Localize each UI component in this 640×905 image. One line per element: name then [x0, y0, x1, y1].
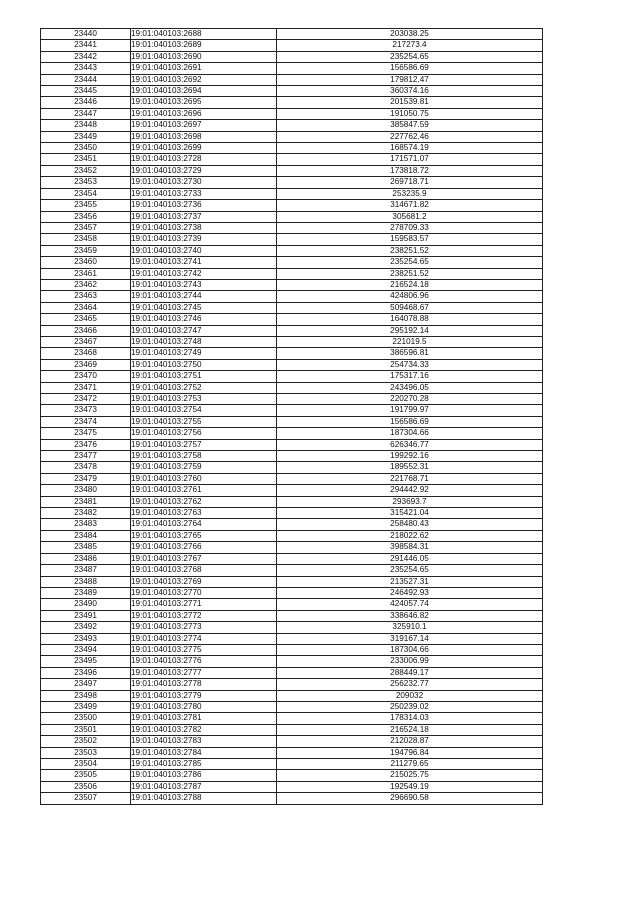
cadastral-number-cell: 19:01:040103:2781: [131, 713, 277, 724]
row-number-cell: 23493: [41, 633, 131, 644]
row-number-cell: 23451: [41, 154, 131, 165]
cadastral-number-cell: 19:01:040103:2766: [131, 542, 277, 553]
table-row: [41, 496, 543, 507]
row-number-cell: 23476: [41, 439, 131, 450]
row-number-cell: 23487: [41, 565, 131, 576]
cadastral-number-cell: 19:01:040103:2757: [131, 439, 277, 450]
table-row: [41, 759, 543, 770]
cadastral-value-cell: 295192.14: [277, 325, 543, 336]
cadastral-number-cell: 19:01:040103:2761: [131, 485, 277, 496]
cadastral-value-cell: 191799.97: [277, 405, 543, 416]
row-number-cell: 23479: [41, 473, 131, 484]
cadastral-number-cell: 19:01:040103:2688: [131, 29, 277, 40]
cadastral-number-cell: 19:01:040103:2773: [131, 622, 277, 633]
cadastral-value-cell: 314671.82: [277, 200, 543, 211]
cadastral-value-cell: 211279.65: [277, 759, 543, 770]
cadastral-number-cell: 19:01:040103:2767: [131, 553, 277, 564]
row-number-cell: 23456: [41, 211, 131, 222]
table-row: [41, 633, 543, 644]
row-number-cell: 23443: [41, 63, 131, 74]
cadastral-value-cell: 220270.28: [277, 394, 543, 405]
cadastral-value-cell: 258480.43: [277, 519, 543, 530]
row-number-cell: 23470: [41, 371, 131, 382]
cadastral-number-cell: 19:01:040103:2699: [131, 143, 277, 154]
cadastral-value-cell: 209032: [277, 690, 543, 701]
cadastral-number-cell: 19:01:040103:2695: [131, 97, 277, 108]
table-row: [41, 553, 543, 564]
cadastral-number-cell: 19:01:040103:2736: [131, 200, 277, 211]
row-number-cell: 23474: [41, 416, 131, 427]
cadastral-value-cell: 278709.33: [277, 222, 543, 233]
row-number-cell: 23450: [41, 143, 131, 154]
cadastral-value-cell: 291446.05: [277, 553, 543, 564]
row-number-cell: 23485: [41, 542, 131, 553]
cadastral-number-cell: 19:01:040103:2784: [131, 747, 277, 758]
cadastral-value-cell: 215025.75: [277, 770, 543, 781]
row-number-cell: 23506: [41, 781, 131, 792]
row-number-cell: 23458: [41, 234, 131, 245]
cadastral-number-cell: 19:01:040103:2690: [131, 51, 277, 62]
table-row: [41, 599, 543, 610]
table-row: [41, 108, 543, 119]
table-row: [41, 371, 543, 382]
table-row: [41, 587, 543, 598]
table-row: [41, 325, 543, 336]
cadastral-value-cell: 424806.96: [277, 291, 543, 302]
table-row: [41, 542, 543, 553]
row-number-cell: 23460: [41, 257, 131, 268]
table-row: [41, 74, 543, 85]
cadastral-number-cell: 19:01:040103:2751: [131, 371, 277, 382]
cadastral-value-cell: 171571.07: [277, 154, 543, 165]
row-number-cell: 23488: [41, 576, 131, 587]
cadastral-number-cell: 19:01:040103:2763: [131, 508, 277, 519]
table-row: [41, 97, 543, 108]
row-number-cell: 23496: [41, 667, 131, 678]
cadastral-number-cell: 19:01:040103:2737: [131, 211, 277, 222]
table-row: [41, 451, 543, 462]
cadastral-number-cell: 19:01:040103:2747: [131, 325, 277, 336]
row-number-cell: 23492: [41, 622, 131, 633]
table-row: [41, 177, 543, 188]
cadastral-value-cell: 187304.66: [277, 644, 543, 655]
table-row: [41, 268, 543, 279]
cadastral-number-cell: 19:01:040103:2762: [131, 496, 277, 507]
table-row: [41, 120, 543, 131]
cadastral-number-cell: 19:01:040103:2744: [131, 291, 277, 302]
table-row: [41, 63, 543, 74]
row-number-cell: 23505: [41, 770, 131, 781]
table-row: [41, 314, 543, 325]
cadastral-number-cell: 19:01:040103:2775: [131, 644, 277, 655]
cadastral-number-cell: 19:01:040103:2776: [131, 656, 277, 667]
cadastral-number-cell: 19:01:040103:2770: [131, 587, 277, 598]
row-number-cell: 23468: [41, 348, 131, 359]
cadastral-number-cell: 19:01:040103:2728: [131, 154, 277, 165]
cadastral-number-cell: 19:01:040103:2697: [131, 120, 277, 131]
table-row: [41, 257, 543, 268]
cadastral-number-cell: 19:01:040103:2739: [131, 234, 277, 245]
cadastral-number-cell: 19:01:040103:2760: [131, 473, 277, 484]
table-row: [41, 781, 543, 792]
row-number-cell: 23504: [41, 759, 131, 770]
cadastral-number-cell: 19:01:040103:2742: [131, 268, 277, 279]
row-number-cell: 23457: [41, 222, 131, 233]
table-row: [41, 747, 543, 758]
cadastral-number-cell: 19:01:040103:2765: [131, 530, 277, 541]
table-row: [41, 690, 543, 701]
row-number-cell: 23481: [41, 496, 131, 507]
table-row: [41, 302, 543, 313]
cadastral-value-cell: 178314.03: [277, 713, 543, 724]
cadastral-value-table: [40, 28, 543, 805]
row-number-cell: 23445: [41, 86, 131, 97]
cadastral-value-cell: 269718.71: [277, 177, 543, 188]
cadastral-value-cell: 191050.75: [277, 108, 543, 119]
table-row: [41, 462, 543, 473]
table-row: [41, 565, 543, 576]
table-row: [41, 679, 543, 690]
cadastral-number-cell: 19:01:040103:2745: [131, 302, 277, 313]
row-number-cell: 23449: [41, 131, 131, 142]
cadastral-number-cell: 19:01:040103:2740: [131, 245, 277, 256]
cadastral-number-cell: 19:01:040103:2787: [131, 781, 277, 792]
cadastral-value-cell: 233006.99: [277, 656, 543, 667]
cadastral-number-cell: 19:01:040103:2733: [131, 188, 277, 199]
row-number-cell: 23484: [41, 530, 131, 541]
table-row: [41, 713, 543, 724]
table-row: [41, 291, 543, 302]
cadastral-value-cell: 218022.62: [277, 530, 543, 541]
cadastral-value-cell: 194796.84: [277, 747, 543, 758]
cadastral-number-cell: 19:01:040103:2778: [131, 679, 277, 690]
row-number-cell: 23500: [41, 713, 131, 724]
cadastral-number-cell: 19:01:040103:2772: [131, 610, 277, 621]
table-row: [41, 622, 543, 633]
cadastral-value-cell: 159583.57: [277, 234, 543, 245]
cadastral-number-cell: 19:01:040103:2743: [131, 279, 277, 290]
row-number-cell: 23448: [41, 120, 131, 131]
cadastral-value-cell: 386596.81: [277, 348, 543, 359]
table-body: [41, 29, 543, 805]
row-number-cell: 23489: [41, 587, 131, 598]
cadastral-number-cell: 19:01:040103:2694: [131, 86, 277, 97]
row-number-cell: 23499: [41, 701, 131, 712]
table-row: [41, 519, 543, 530]
row-number-cell: 23478: [41, 462, 131, 473]
cadastral-value-cell: 235254.65: [277, 51, 543, 62]
cadastral-value-cell: 173818.72: [277, 165, 543, 176]
row-number-cell: 23497: [41, 679, 131, 690]
cadastral-value-cell: 217273.4: [277, 40, 543, 51]
cadastral-number-cell: 19:01:040103:2774: [131, 633, 277, 644]
cadastral-number-cell: 19:01:040103:2783: [131, 736, 277, 747]
row-number-cell: 23482: [41, 508, 131, 519]
table-row: [41, 200, 543, 211]
table-row: [41, 473, 543, 484]
cadastral-value-cell: 212028.87: [277, 736, 543, 747]
row-number-cell: 23446: [41, 97, 131, 108]
row-number-cell: 23477: [41, 451, 131, 462]
cadastral-value-cell: 360374.16: [277, 86, 543, 97]
table-row: [41, 701, 543, 712]
table-row: [41, 428, 543, 439]
cadastral-number-cell: 19:01:040103:2730: [131, 177, 277, 188]
cadastral-number-cell: 19:01:040103:2786: [131, 770, 277, 781]
table-row: [41, 770, 543, 781]
cadastral-value-cell: 189552.31: [277, 462, 543, 473]
cadastral-number-cell: 19:01:040103:2691: [131, 63, 277, 74]
row-number-cell: 23490: [41, 599, 131, 610]
row-number-cell: 23447: [41, 108, 131, 119]
cadastral-value-cell: 156586.69: [277, 63, 543, 74]
table-row: [41, 644, 543, 655]
cadastral-number-cell: 19:01:040103:2768: [131, 565, 277, 576]
table-row: [41, 336, 543, 347]
cadastral-value-cell: 203038.25: [277, 29, 543, 40]
cadastral-number-cell: 19:01:040103:2779: [131, 690, 277, 701]
cadastral-value-cell: 238251.52: [277, 245, 543, 256]
cadastral-value-cell: 164078.88: [277, 314, 543, 325]
cadastral-value-cell: 221768.71: [277, 473, 543, 484]
cadastral-number-cell: 19:01:040103:2754: [131, 405, 277, 416]
cadastral-number-cell: 19:01:040103:2755: [131, 416, 277, 427]
row-number-cell: 23472: [41, 394, 131, 405]
table-row: [41, 131, 543, 142]
row-number-cell: 23498: [41, 690, 131, 701]
row-number-cell: 23501: [41, 724, 131, 735]
table-row: [41, 165, 543, 176]
table-row: [41, 416, 543, 427]
table-row: [41, 736, 543, 747]
row-number-cell: 23453: [41, 177, 131, 188]
cadastral-number-cell: 19:01:040103:2777: [131, 667, 277, 678]
cadastral-value-cell: 398584.31: [277, 542, 543, 553]
cadastral-value-cell: 256232.77: [277, 679, 543, 690]
table-row: [41, 405, 543, 416]
cadastral-value-cell: 175317.16: [277, 371, 543, 382]
cadastral-value-cell: 253235.9: [277, 188, 543, 199]
row-number-cell: 23486: [41, 553, 131, 564]
cadastral-number-cell: 19:01:040103:2698: [131, 131, 277, 142]
table-row: [41, 279, 543, 290]
cadastral-value-cell: 227762.46: [277, 131, 543, 142]
row-number-cell: 23503: [41, 747, 131, 758]
row-number-cell: 23467: [41, 336, 131, 347]
cadastral-value-cell: 235254.65: [277, 565, 543, 576]
cadastral-number-cell: 19:01:040103:2749: [131, 348, 277, 359]
cadastral-value-cell: 156586.69: [277, 416, 543, 427]
row-number-cell: 23442: [41, 51, 131, 62]
table-row: [41, 508, 543, 519]
cadastral-value-cell: 288449.17: [277, 667, 543, 678]
row-number-cell: 23462: [41, 279, 131, 290]
cadastral-number-cell: 19:01:040103:2764: [131, 519, 277, 530]
cadastral-value-cell: 254734.33: [277, 359, 543, 370]
cadastral-value-cell: 626346.77: [277, 439, 543, 450]
cadastral-value-cell: 385847.59: [277, 120, 543, 131]
row-number-cell: 23452: [41, 165, 131, 176]
cadastral-value-cell: 179812.47: [277, 74, 543, 85]
cadastral-value-cell: 293693.7: [277, 496, 543, 507]
row-number-cell: 23491: [41, 610, 131, 621]
row-number-cell: 23441: [41, 40, 131, 51]
cadastral-value-cell: 319167.14: [277, 633, 543, 644]
cadastral-number-cell: 19:01:040103:2780: [131, 701, 277, 712]
row-number-cell: 23502: [41, 736, 131, 747]
row-number-cell: 23461: [41, 268, 131, 279]
cadastral-value-cell: 296690.58: [277, 793, 543, 804]
table-row: [41, 359, 543, 370]
cadastral-value-cell: 305681.2: [277, 211, 543, 222]
table-row: [41, 667, 543, 678]
table-row: [41, 211, 543, 222]
row-number-cell: 23459: [41, 245, 131, 256]
cadastral-number-cell: 19:01:040103:2752: [131, 382, 277, 393]
table-row: [41, 348, 543, 359]
cadastral-value-cell: 246492.93: [277, 587, 543, 598]
table-row: [41, 222, 543, 233]
table-row: [41, 530, 543, 541]
row-number-cell: 23465: [41, 314, 131, 325]
row-number-cell: 23480: [41, 485, 131, 496]
cadastral-value-cell: 168574.19: [277, 143, 543, 154]
row-number-cell: 23473: [41, 405, 131, 416]
cadastral-value-cell: 315421.04: [277, 508, 543, 519]
table-row: [41, 656, 543, 667]
table-row: [41, 143, 543, 154]
cadastral-value-cell: 201539.81: [277, 97, 543, 108]
row-number-cell: 23495: [41, 656, 131, 667]
cadastral-number-cell: 19:01:040103:2689: [131, 40, 277, 51]
cadastral-number-cell: 19:01:040103:2788: [131, 793, 277, 804]
table-row: [41, 86, 543, 97]
table-row: [41, 29, 543, 40]
cadastral-number-cell: 19:01:040103:2782: [131, 724, 277, 735]
row-number-cell: 23469: [41, 359, 131, 370]
row-number-cell: 23494: [41, 644, 131, 655]
cadastral-number-cell: 19:01:040103:2759: [131, 462, 277, 473]
cadastral-value-cell: 238251.52: [277, 268, 543, 279]
table-row: [41, 382, 543, 393]
table-row: [41, 51, 543, 62]
table-row: [41, 40, 543, 51]
cadastral-value-cell: 294442.92: [277, 485, 543, 496]
cadastral-value-cell: 221019.5: [277, 336, 543, 347]
cadastral-value-cell: 243496.05: [277, 382, 543, 393]
table-row: [41, 793, 543, 804]
table-row: [41, 610, 543, 621]
cadastral-value-cell: 216524.18: [277, 724, 543, 735]
cadastral-number-cell: 19:01:040103:2785: [131, 759, 277, 770]
cadastral-value-cell: 338646.82: [277, 610, 543, 621]
row-number-cell: 23464: [41, 302, 131, 313]
cadastral-value-cell: 187304.66: [277, 428, 543, 439]
cadastral-value-cell: 235254.65: [277, 257, 543, 268]
cadastral-value-cell: 199292.16: [277, 451, 543, 462]
cadastral-value-cell: 216524.18: [277, 279, 543, 290]
cadastral-value-cell: 192549.19: [277, 781, 543, 792]
cadastral-number-cell: 19:01:040103:2696: [131, 108, 277, 119]
row-number-cell: 23455: [41, 200, 131, 211]
table-row: [41, 154, 543, 165]
row-number-cell: 23483: [41, 519, 131, 530]
cadastral-value-cell: 213527.31: [277, 576, 543, 587]
table-row: [41, 234, 543, 245]
table-row: [41, 394, 543, 405]
cadastral-number-cell: 19:01:040103:2771: [131, 599, 277, 610]
table-row: [41, 724, 543, 735]
row-number-cell: 23444: [41, 74, 131, 85]
cadastral-number-cell: 19:01:040103:2769: [131, 576, 277, 587]
row-number-cell: 23471: [41, 382, 131, 393]
row-number-cell: 23454: [41, 188, 131, 199]
cadastral-number-cell: 19:01:040103:2758: [131, 451, 277, 462]
row-number-cell: 23475: [41, 428, 131, 439]
cadastral-number-cell: 19:01:040103:2748: [131, 336, 277, 347]
table-row: [41, 439, 543, 450]
cadastral-value-cell: 325910.1: [277, 622, 543, 633]
row-number-cell: 23466: [41, 325, 131, 336]
cadastral-number-cell: 19:01:040103:2741: [131, 257, 277, 268]
cadastral-number-cell: 19:01:040103:2746: [131, 314, 277, 325]
row-number-cell: 23440: [41, 29, 131, 40]
cadastral-number-cell: 19:01:040103:2750: [131, 359, 277, 370]
cadastral-number-cell: 19:01:040103:2738: [131, 222, 277, 233]
table-row: [41, 576, 543, 587]
cadastral-number-cell: 19:01:040103:2756: [131, 428, 277, 439]
row-number-cell: 23507: [41, 793, 131, 804]
cadastral-value-cell: 250239.02: [277, 701, 543, 712]
row-number-cell: 23463: [41, 291, 131, 302]
cadastral-number-cell: 19:01:040103:2753: [131, 394, 277, 405]
cadastral-value-cell: 509468.67: [277, 302, 543, 313]
table-row: [41, 188, 543, 199]
table-row: [41, 245, 543, 256]
cadastral-number-cell: 19:01:040103:2692: [131, 74, 277, 85]
cadastral-value-cell: 424057.74: [277, 599, 543, 610]
cadastral-number-cell: 19:01:040103:2729: [131, 165, 277, 176]
table-row: [41, 485, 543, 496]
